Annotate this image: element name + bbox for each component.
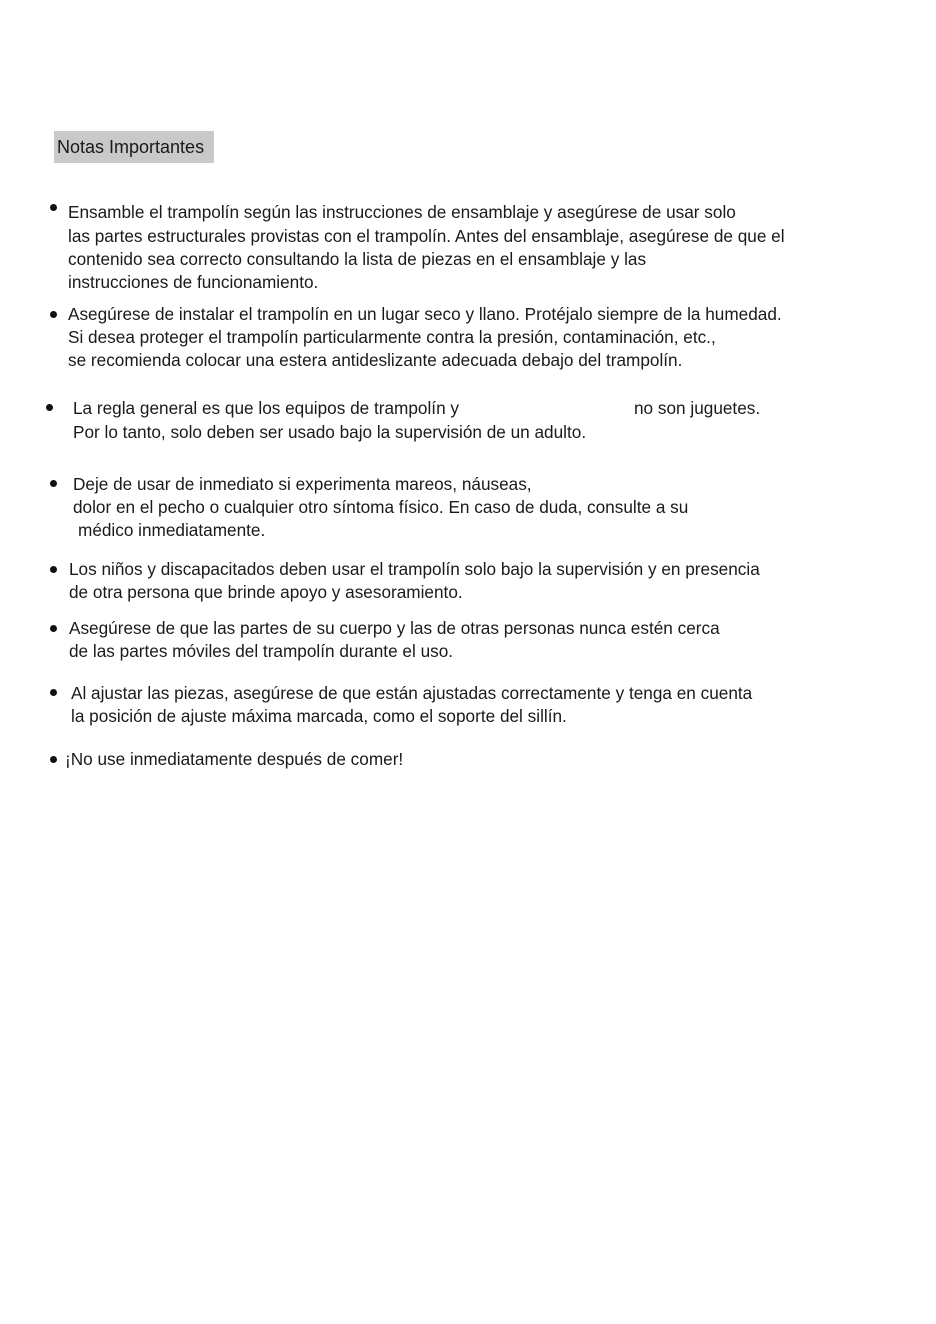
note-6-line-2: de las partes móviles del trampolín durante el uso. [69, 641, 454, 661]
note-3-line-1b: no son juguetes. [634, 398, 761, 418]
note-8-line-1: ¡No use inmediatamente después de comer! [65, 749, 404, 769]
note-2-line-2: Si desea proteger el trampolín particularmente contra la presión, contaminación, etc., [68, 327, 716, 347]
note-4-line-2: dolor en el pecho o cualquier otro síntoma físico. En caso de duda, consulte a su [73, 497, 689, 517]
note-4-line-3: médico inmediatamente. [78, 520, 266, 540]
bullet-icon [50, 689, 57, 696]
note-1-line-2: las partes estructurales provistas con el trampolín. Antes del ensamblaje, asegúrese de que el [68, 226, 785, 246]
note-3-line-1a: La regla general es que los equipos de trampolín y [73, 398, 460, 418]
note-4-line-1: Deje de usar de inmediato si experimenta mareos, náuseas, [73, 474, 532, 494]
note-2-line-1: Asegúrese de instalar el trampolín en un lugar seco y llano. Protéjalo siempre de la humedad. [68, 304, 782, 324]
bullet-icon [50, 204, 57, 211]
note-6-line-1: Asegúrese de que las partes de su cuerpo y las de otras personas nunca estén cerca [69, 618, 720, 638]
note-1-line-1: Ensamble el trampolín según las instrucciones de ensamblaje y asegúrese de usar solo [68, 202, 736, 222]
note-5-line-2: de otra persona que brinde apoyo y asesoramiento. [69, 582, 463, 602]
bullet-icon [50, 311, 57, 318]
note-1-line-3: contenido sea correcto consultando la lista de piezas en el ensamblaje y las [68, 249, 647, 269]
bullet-icon [50, 625, 57, 632]
note-7-line-2: la posición de ajuste máxima marcada, como el soporte del sillín. [71, 706, 567, 726]
note-1-line-4: instrucciones de funcionamiento. [68, 272, 319, 292]
bullet-icon [46, 404, 53, 411]
bullet-icon [50, 566, 57, 573]
note-2-line-3: se recomienda colocar una estera antideslizante adecuada debajo del trampolín. [68, 350, 683, 370]
section-heading: Notas Importantes [54, 131, 214, 163]
bullet-icon [50, 756, 57, 763]
bullet-icon [50, 480, 57, 487]
note-5-line-1: Los niños y discapacitados deben usar el trampolín solo bajo la supervisión y en presencia [69, 559, 760, 579]
note-3-line-2: Por lo tanto, solo deben ser usado bajo la supervisión de un adulto. [73, 422, 587, 442]
note-7-line-1: Al ajustar las piezas, asegúrese de que están ajustadas correctamente y tenga en cuenta [71, 683, 753, 703]
